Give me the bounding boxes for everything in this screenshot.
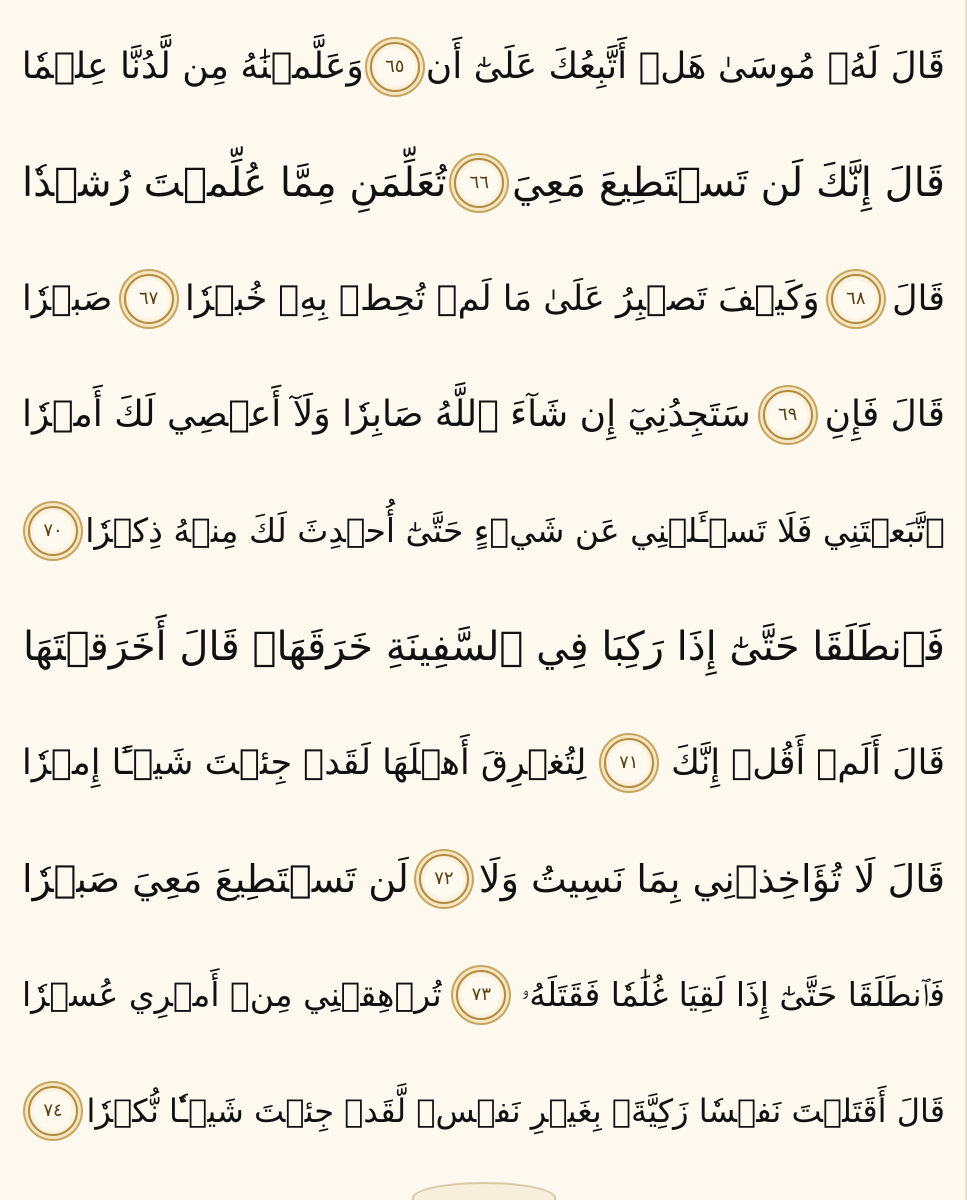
verse-text: قَالَ فَإِنِ (824, 394, 945, 435)
verse-text: وَكَيۡفَ تَصۡبِرُ عَلَىٰ مَا لَمۡ تُحِطۡ بِهِۦ خُبۡرٗا (184, 279, 820, 319)
text-line (22, 366, 945, 464)
verse-text: قَالَ أَقَتَلۡتَ نَفۡسٗا زَكِيَّةَۢ بِغَيۡرِ نَفۡسٖ لَّقَدۡ جِئۡتَ شَيۡـٔٗا نُّكۡرٗا (86, 1092, 945, 1130)
text-line (22, 598, 945, 696)
verse-text: قَالَ لَهُۥ مُوسَىٰ هَلۡ أَتَّبِعُكَ عَلَىٰٓ أَن (425, 46, 945, 87)
ayah-number-marker: ٧١ (604, 738, 654, 788)
verse-text: لِتُغۡرِقَ أَهۡلَهَا لَقَدۡ جِئۡتَ شَيۡـًٔا إِمۡرٗا (22, 743, 587, 783)
verse-text: صَبۡرٗا (22, 279, 113, 319)
verse-text: فَٱنطَلَقَا حَتَّىٰٓ إِذَا لَقِيَا غُلَٰمٗا فَقَتَلَهُۥ (521, 975, 945, 1014)
ayah-number-marker: ٦٥ (370, 42, 420, 92)
ayah-number-marker: ٦٨ (831, 274, 881, 324)
verse-text: فَٱنطَلَقَا حَتَّىٰٓ إِذَا رَكِبَا فِي ٱلسَّفِينَةِ خَرَقَهَاۖ قَالَ أَخَرَقۡتَهَا (22, 624, 945, 670)
ayah-number-marker: ٦٦ (454, 158, 504, 208)
verse-text: وَعَلَّمۡنَٰهُ مِن لَّدُنَّا عِلۡمٗا (22, 46, 364, 87)
text-lines (22, 18, 945, 1160)
verse-text: سَتَجِدُنِيٓ إِن شَآءَ ٱللَّهُ صَابِرٗا وَلَآ أَعۡصِي لَكَ أَمۡرٗا (22, 394, 751, 435)
text-line (22, 946, 945, 1044)
text-line (22, 1062, 945, 1160)
ayah-number-marker: ٦٧ (124, 274, 174, 324)
verse-text: تُعَلِّمَنِ مِمَّا عُلِّمۡتَ رُشۡدٗا (22, 160, 447, 206)
verse-text: قَالَ إِنَّكَ لَن تَسۡتَطِيعَ مَعِيَ (512, 160, 945, 206)
text-line (22, 482, 945, 580)
verse-text: قَالَ أَلَمۡ أَقُلۡ إِنَّكَ (671, 743, 945, 783)
verse-text: لَن تَسۡتَطِيعَ مَعِيَ صَبۡرٗا (22, 857, 409, 901)
verse-text: قَالَ (892, 279, 945, 319)
verse-text: ٱتَّبَعۡتَنِي فَلَا تَسۡـَٔلۡنِي عَن شَيۡءٍ حَتَّىٰٓ أُحۡدِثَ لَكَ مِنۡهُ ذِكۡرٗا (85, 511, 945, 550)
text-line (22, 18, 945, 116)
text-line (22, 134, 945, 232)
verse-text: تُرۡهِقۡنِي مِنۡ أَمۡرِي عُسۡرٗا (22, 975, 442, 1014)
ayah-number-marker: ٧٣ (456, 970, 506, 1020)
text-line (22, 830, 945, 928)
verse-text: قَالَ لَا تُؤَاخِذۡنِي بِمَا نَسِيتُ وَلَا (478, 857, 945, 901)
page-bottom-ornament (412, 1182, 556, 1200)
text-line (22, 250, 945, 348)
ayah-number-marker: ٧٢ (419, 854, 469, 904)
ayah-number-marker: ٧٠ (28, 506, 78, 556)
ayah-number-marker: ٧٤ (28, 1086, 78, 1136)
ayah-number-marker: ٦٩ (763, 390, 813, 440)
text-line (22, 714, 945, 812)
